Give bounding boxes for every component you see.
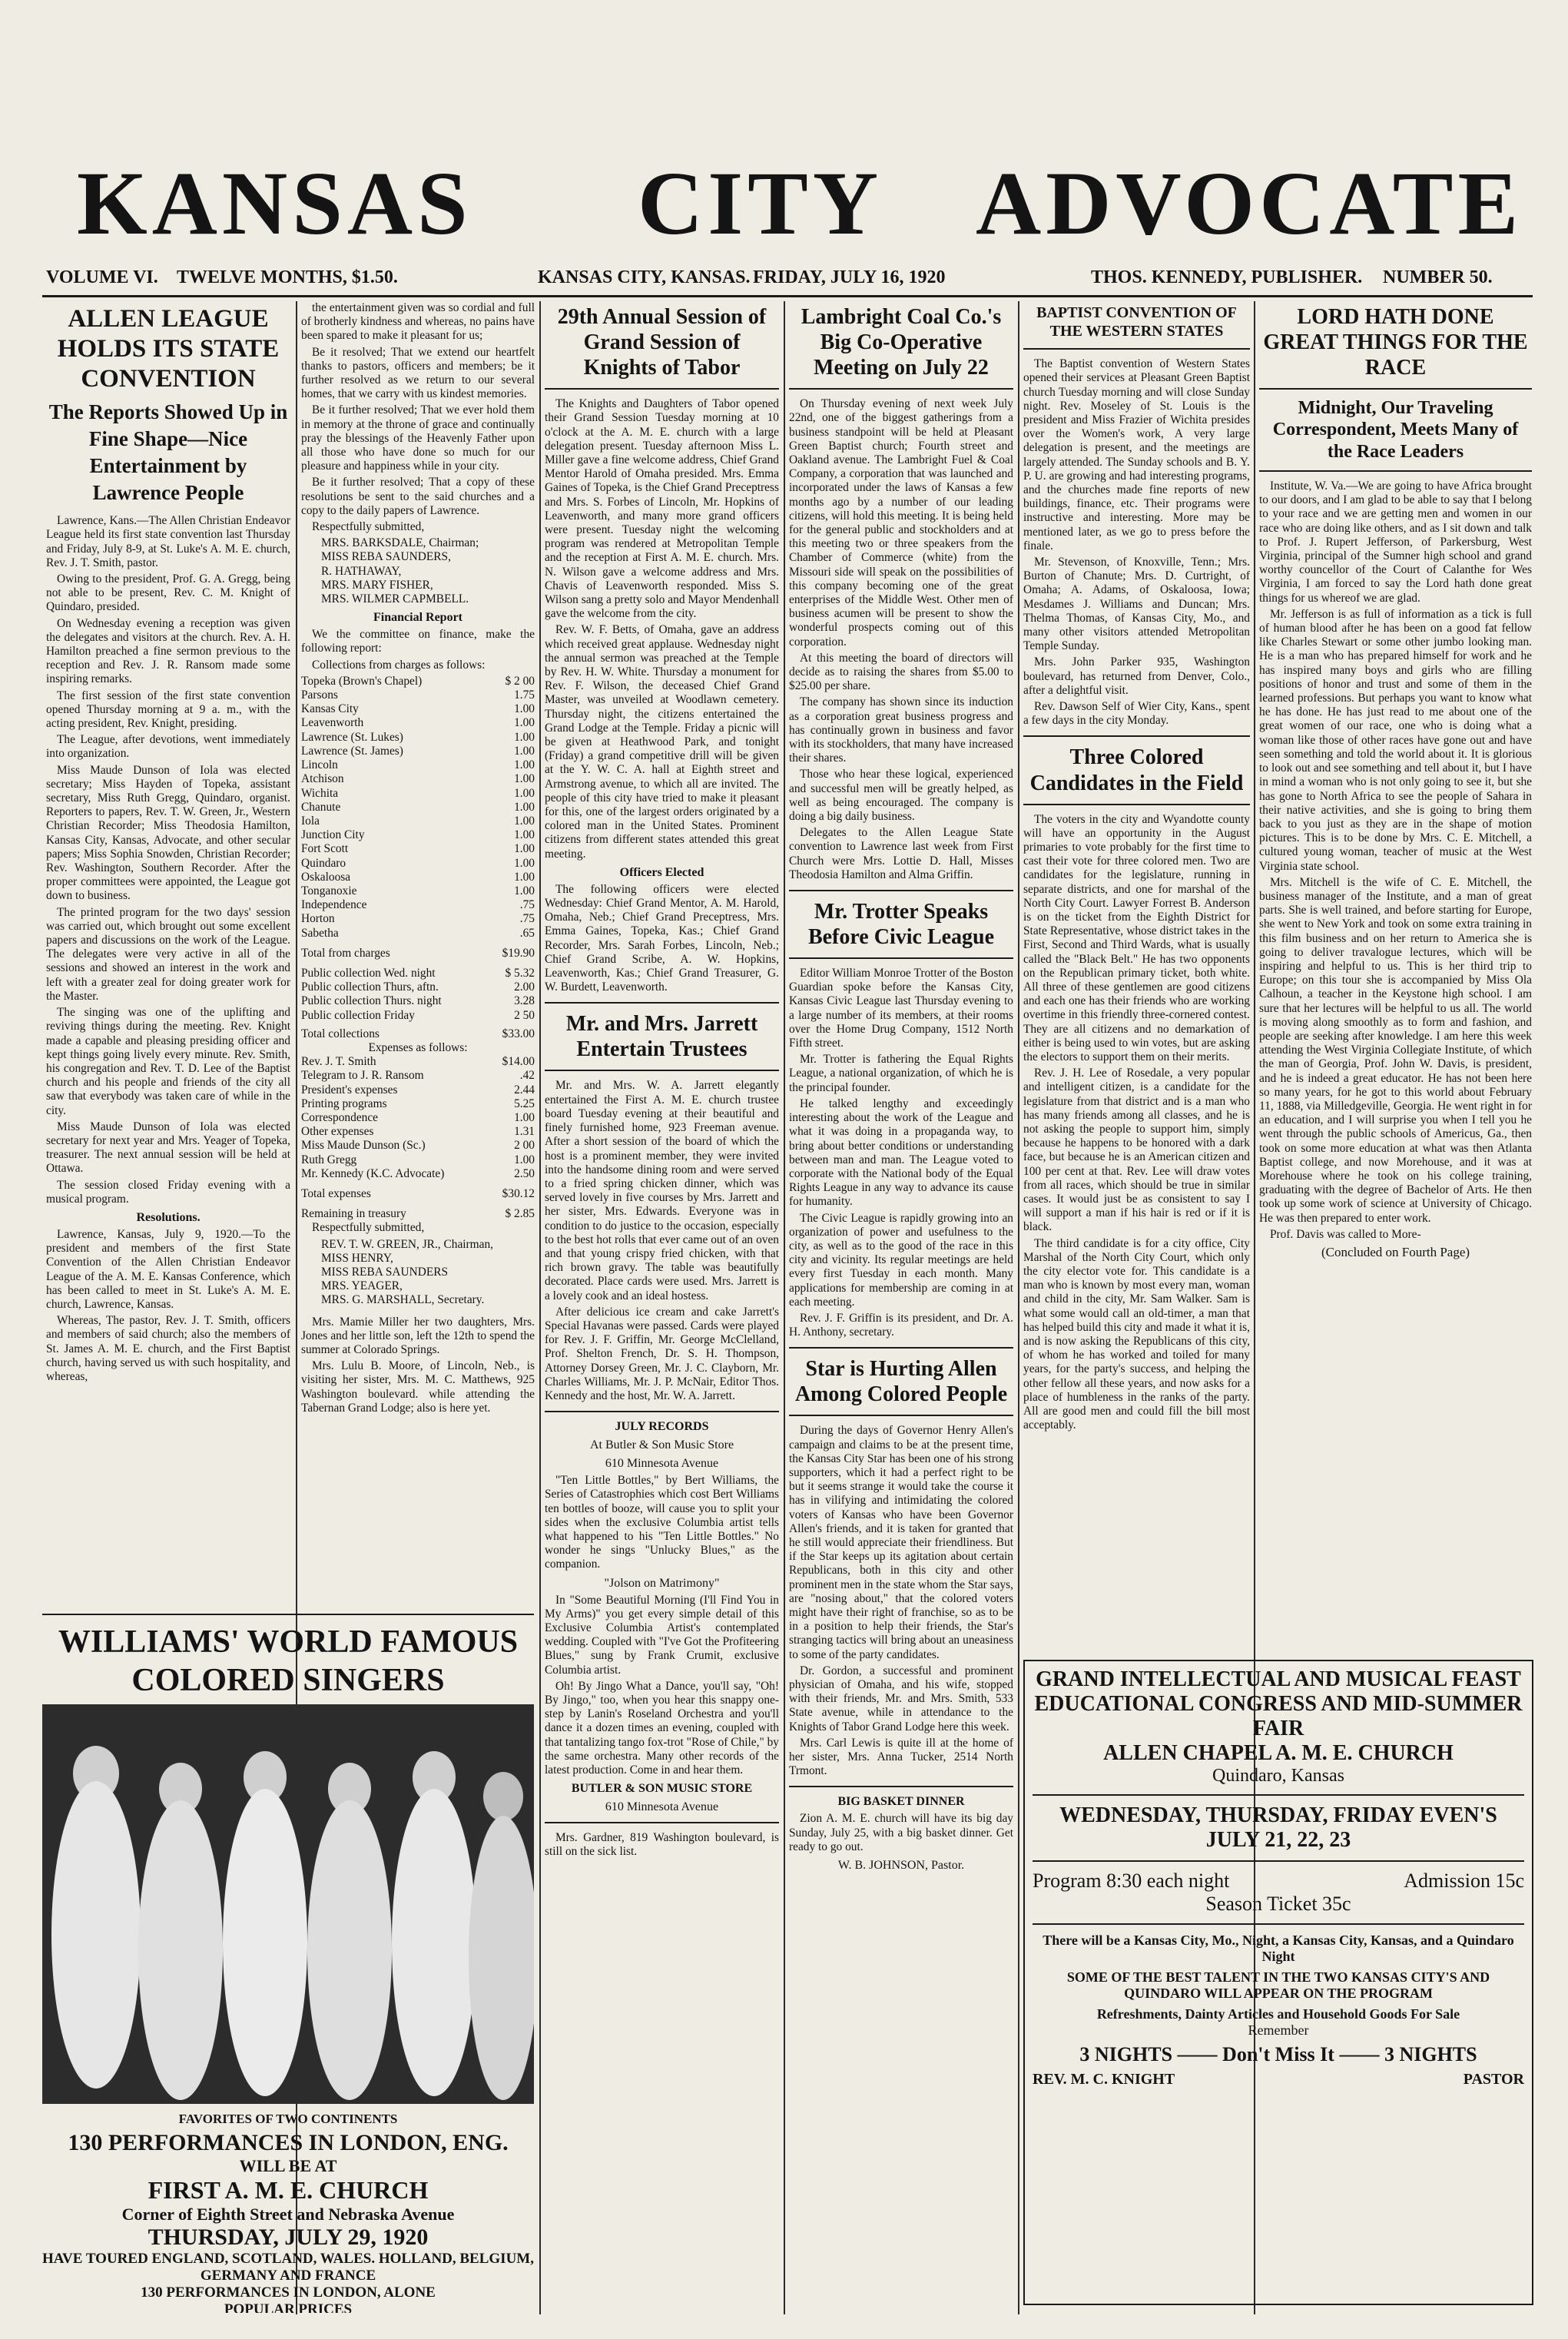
finance-committee	[301, 1238, 535, 1308]
allen-para: On Wednesday evening a reception was given the delegates and visitors at the church. Rev. A. H. Hamilton preached a fine sermon previous to the reception and Rev. J. R. Ransom made some inspiring remarks.	[46, 616, 290, 686]
allen-para: The printed program for the two days' session was carried out, which brought out some excellent papers and discussions on the work of the League. The delegates were very active in all of the sessions and showed an interest in the work and left with a greater zeal for doing greater work for the Master.	[46, 905, 290, 1003]
feast-ad	[1023, 1660, 1533, 2305]
committee-member: MISS HENRY,	[321, 1251, 393, 1265]
tabor-para: The Knights and Daughters of Tabor opened their Grand Session Tuesday morning at 10 o'clock at the A. M. E. church with a large delegation present. Tuesday afternoon Miss L. Miller gave a fine welcome address, Chief Grand Mentor Harold of Omaha presided. Mrs. Emma Gaines of Topeka, is the Chief Grand Preceptress and Mrs. S. Forbes of Lincoln, Mr. Hopkins of Leavenworth, and many more grand officers were present. Tuesday night the welcoming program was rendered at Metropolitan Temple and the reception at First A. M. E. church. Mrs. N. Wilson gave a welcome address and Mrs. Chavis of Leavenworth responded. Miss S. Wilson sang a pretty solo and Mayor Mendenhall gave the welcome from the city.	[545, 397, 779, 621]
divider	[545, 1070, 779, 1071]
ledger-amount: 5.25	[514, 1097, 535, 1110]
singer-dress	[307, 1800, 392, 2100]
ledger-row	[301, 787, 535, 801]
records-footer-address: 610 Minnesota Avenue	[605, 1800, 719, 1814]
lord-para: Prof. Davis was called to More-	[1270, 1227, 1421, 1241]
divider	[1033, 1794, 1524, 1796]
allen-para: Owing to the president, Prof. G. A. Gregg, being not able to be present, Rev. C. M. Knight of Quindaro, presided.	[46, 572, 290, 614]
divider	[42, 1614, 534, 1615]
gardner-item: Mrs. Gardner, 819 Washington boulevard, is still on the sick list.	[545, 1831, 779, 1859]
collections-table	[301, 675, 535, 1222]
ledger-amount: 1.00	[514, 856, 535, 870]
ledger-total-row	[301, 947, 535, 960]
ledger-label: Fort Scott	[301, 842, 349, 856]
divider	[1023, 804, 1250, 805]
ledger-label: Atchison	[301, 772, 344, 786]
basket-para: Zion A. M. E. church will have its big day Sunday, July 25, with a big basket dinner. Get ready to go out.	[789, 1812, 1013, 1853]
ledger-row	[301, 716, 535, 730]
allen-subhead: The Reports Showed Up in Fine Shape—Nice Entertainment by Lawrence People	[48, 400, 288, 505]
ad-date: THURSDAY, JULY 29, 1920	[148, 2225, 429, 2250]
ledger-amount: 1.00	[514, 828, 535, 842]
ledger-row	[301, 758, 535, 772]
coal-para: The company has shown since its induction as a corporation great business progress and has continually grown in business and favor with its stockholders, that many have increased their shares.	[789, 695, 1013, 765]
trotter-para: Editor William Monroe Trotter of the Boston Guardian spoke before the Kansas City, Kansas Civic League last Thursday evening to a large number of its members, at their rooms over the Home Drug Company, 1512 North Fifth street.	[789, 967, 1013, 1050]
committee-member: R. HATHAWAY,	[321, 564, 402, 578]
divider	[1259, 388, 1532, 390]
ledger-label: Total collections	[301, 1027, 380, 1040]
ledger-label: Kansas City	[301, 702, 359, 716]
ledger-label: Lawrence (St. Lukes)	[301, 730, 403, 744]
ledger-label: Chanute	[301, 800, 341, 814]
ledger-row	[301, 675, 535, 688]
feast-pastor-row	[1033, 2071, 1524, 2089]
jarrett-para: Mr. and Mrs. W. A. Jarrett elegantly entertained the First A. M. E. church trustee board Tuesday evening at their beautiful and finely furnished home, 923 Freeman avenue. After a short session of the board of which the host is a prominent member, they were invited into the handsome dining room and were served to a fried spring chicken dinner, which was served lovely in five courses by Mrs. Jarrett and her sister, Mrs. Edwards. Everyone was in condition to do justice to the occasion, especially to the best hot rolls that ever came out of an oven and that young crispy fried chicken, with that rich brown gravy. The table was beautifully decorated. Place cards were used. Mrs. Jarrett is a lovely cook and an ideal hostess.	[545, 1079, 779, 1302]
volume: VOLUME VI.	[46, 267, 158, 287]
issue-number: NUMBER 50.	[1383, 267, 1493, 287]
ledger-row	[301, 1111, 535, 1125]
ledger-amount: .75	[519, 912, 535, 926]
subscription: TWELVE MONTHS, $1.50.	[177, 267, 398, 287]
column-1	[46, 301, 290, 1592]
records-para: "Ten Little Bottles," by Bert Williams, the Series of Catastrophies which cost Bert Williams ten bottles of booze, will cause you to split your sides when the exclusive Columbia artist tells what happened to his "Ten Little Bottles." No wonder he sings "Unlucky Blues," as the companion.	[545, 1474, 779, 1571]
lord-para: Institute, W. Va.—We are going to have Africa brought to our doors, and I am glad to be able to say that I belong to your race and we are getting men and women in our race who are doing like others, and as I sit down and talk to Prof. J. Rupert Jefferson, of Parkersburg, West Virginia, principal of the Sumner high school and grand worthy councellor of the Court of Calanthe for Wes Virginia, I am forced to say the Lord hath done great things for us whereof we are glad.	[1259, 479, 1532, 605]
baptist-para: Rev. Dawson Self of Wier City, Kans., spent a few days in the city Monday.	[1023, 700, 1250, 728]
ad-address: Corner of Eighth Street and Nebraska Avenue	[121, 2205, 455, 2224]
star-para: During the days of Governor Henry Allen's campaign and claims to be at the present time, the Kansas City Star has been one of his strong supporters, which it had a perfect right to be but it seems strange it would take the course it has in vilifying and intimidating the colored voters of Kansas who have been Governor Allen's friends, and it is taken for granted that he still would appreciate their friendliness. But if the Star keeps up its agitation about certain Republicans, both in this city and other prominent men in the state whom the Star says, are "nosing about," that the colored voters might have their right of franchise, so as to be in a position to help their friends, the Star's stranging tactics will bring about an uneasiness to some of the party candidates.	[789, 1424, 1013, 1661]
allen-para: Miss Maude Dunson of Iola was elected secretary for next year and Mrs. Yeager of Topeka, treasurer. The next annual session will be held at Ottawa.	[46, 1120, 290, 1176]
basket-signature: W. B. JOHNSON, Pastor.	[837, 1859, 965, 1873]
ledger-row	[301, 772, 535, 786]
ledger-amount: $ 5.32	[505, 966, 535, 980]
ad-prices: POPULAR PRICES	[224, 2301, 353, 2313]
allen-para: The first session of the first state convention opened Thursday morning at 9 a. m., with the acting president, Rev. Knight, presiding.	[46, 688, 290, 731]
ledger-row	[301, 815, 535, 828]
coal-headline: Lambright Coal Co.'s Big Co-Operative Meeting on July 22	[801, 305, 1002, 380]
allen-headline: ALLEN LEAGUE HOLDS ITS STATE CONVENTION	[57, 305, 280, 393]
ad-perf2: 130 PERFORMANCES IN LONDON, ALONE	[141, 2284, 436, 2301]
expenses-title: Expenses as follows:	[368, 1040, 468, 1054]
resolution-para: the entertainment given was so cordial and full of brotherly kindness and whereas, no pains have been spared to make it pleasant for us;	[301, 301, 535, 343]
divider	[545, 1002, 779, 1004]
resolution-para: Whereas, The pastor, Rev. J. T. Smith, officers and members of said church; also the members of St. James A. M. E. church, and the First Baptist church, having served us with such hospitality, and whereas,	[46, 1314, 290, 1383]
ledger-label: Lawrence (St. James)	[301, 744, 403, 758]
financial-report-title: Financial Report	[373, 611, 462, 625]
ledger-amount: $19.90	[502, 946, 535, 960]
ledger-label: Mr. Kennedy (K.C. Advocate)	[301, 1166, 445, 1180]
ad-venue: FIRST A. M. E. CHURCH	[148, 2176, 429, 2204]
lord-para: Mrs. Mitchell is the wife of C. E. Mitchell, the business manager of the Institute, and a man of great parts. She is well trained, and before starting for Europe, she went to New York and took on some extra training in this film business and on her return to America she is going to deliver travalogue lectures, which will be inspiring and helpful to us. This is her third trip to Europe; on this tour she is accompanied by Miss Ola Calhoun, a teacher in the Keystone high school. I am sure that her lectures will be helpful to us all. The world is moving along smoothly as to form and fashion, and people are seeking after knowledge. I am here this week attending the West Virginia Collegiate Institute, of which the man of Georgia, Prof. John W. Davis, is president, and he is indeed a great educator. He has not been here so many years, for he got to this world about February 11, 1888, via Milledgeville, Georgia. He went right in for an education, and I will surprise you when I tell you he went through the public schools of Americus, Ga., then took on some more education at what was then Atlanta Baptist college, and now Morehouse, and it was at Morehouse where he took on his college training, graduating with the degree of Bachelor of Arts. He then took up some work of science at University of Chicago. He was then prepared to enter work.	[1259, 875, 1532, 1225]
ledger-row	[301, 1069, 535, 1083]
divider	[545, 1411, 779, 1412]
feast-title-2: EDUCATIONAL CONGRESS AND MID-SUMMER FAIR	[1034, 1692, 1523, 1740]
committee-member: MISS REBA SAUNDERS	[321, 1266, 449, 1279]
resolution-committee	[301, 536, 535, 606]
ledger-label: Leavenworth	[301, 716, 364, 730]
ledger-amount: 1.00	[514, 786, 535, 800]
ledger-row	[301, 857, 535, 871]
feast-program-row	[1033, 1870, 1524, 1893]
ledger-label: Correspondence	[301, 1110, 379, 1124]
star-para: Mrs. Carl Lewis is quite ill at the home of her sister, Mrs. Anna Tucker, 2514 North Trmont.	[789, 1736, 1013, 1778]
ledger-amount: $30.12	[502, 1186, 535, 1200]
allen-para: Miss Maude Dunson of Iola was elected secretary; Miss Hayden of Topeka, assistant secretary, Miss Ruth Gregg, Quindaro, organist. Reporters to papers, Rev. T. W. Green, Jr., Western Christian Recorder; Miss Theodosia Hamilton, Kansas City, Kansas, Advocate, and other secular papers; Miss Sophia Snowden, Christian Recorder; Rev. Washington, Southern Recorder. After the proper committees were appointed, the League got down to business.	[46, 763, 290, 903]
ledger-label: Parsons	[301, 688, 338, 702]
divider	[789, 1786, 1013, 1787]
divider	[1033, 1923, 1524, 1925]
feast-church: ALLEN CHAPEL A. M. E. CHURCH	[1103, 1741, 1454, 1765]
ledger-row	[301, 1167, 535, 1181]
star-para: Dr. Gordon, a successful and prominent physician of Omaha, and his wife, stopped with their friends, Mr. and Mrs. Smith, 533 State avenue, while in attendance to the Knights of Tabor Grand Lodge here this week.	[789, 1664, 1013, 1734]
ledger-label: Tonganoxie	[301, 884, 357, 897]
ledger-label: Independence	[301, 898, 367, 912]
ledger-amount: 1.00	[514, 730, 535, 744]
ledger-row	[301, 980, 535, 994]
coal-para: Those who hear these logical, experienced and successful men will be greatly helped, as well as being encouraged. The company is doing a big daily business.	[789, 768, 1013, 823]
allen-para: The League, after devotions, went immediately into organization.	[46, 733, 290, 761]
fin-sub: Collections from charges as follows:	[312, 658, 486, 672]
ledger-label: Total expenses	[301, 1186, 371, 1200]
feast-place: Quindaro, Kansas	[1212, 1766, 1344, 1786]
feast-rev: REV. M. C. KNIGHT	[1033, 2071, 1175, 2088]
ledger-label: Public collection Thurs, aftn.	[301, 980, 439, 994]
ledger-amount: 3.28	[514, 994, 535, 1008]
ledger-amount: 1.00	[514, 716, 535, 730]
ledger-label: Iola	[301, 814, 320, 828]
ledger-label: President's expenses	[301, 1083, 398, 1097]
feast-pastor: PASTOR	[1463, 2071, 1524, 2088]
ledger-row	[301, 688, 535, 702]
records-address: 610 Minnesota Avenue	[605, 1457, 719, 1471]
resolution-para: Be it further resolved; That a copy of these resolutions be sent to the said churches and a copy to the daily papers of Lawrence.	[301, 476, 535, 517]
divider	[1259, 470, 1532, 472]
ledger-label: Other expenses	[301, 1125, 374, 1139]
lord-subhead: Midnight, Our Traveling Correspondent, Meets Many of the Race Leaders	[1272, 398, 1519, 462]
committee-member: MISS REBA SAUNDERS,	[321, 550, 451, 564]
ledger-label: Miss Maude Dunson (Sc.)	[301, 1139, 426, 1153]
ledger-amount: 1.00	[514, 1110, 535, 1124]
trotter-para: Mr. Trotter is fathering the Equal Rights League, a national organization, of which he is the principal founder.	[789, 1053, 1013, 1094]
ledger-amount: .75	[519, 898, 535, 912]
ledger-label: Printing programs	[301, 1097, 387, 1110]
singer-dress	[392, 1789, 476, 2096]
ledger-row	[301, 1097, 535, 1111]
resolutions-title: Resolutions.	[136, 1210, 201, 1224]
committee-member: MRS. MARY FISHER,	[321, 578, 433, 592]
committee-member: MRS. YEAGER,	[321, 1279, 403, 1293]
ledger-label: Topeka (Brown's Chapel)	[301, 674, 423, 688]
column-rule	[784, 301, 785, 2314]
baptist-para: Mrs. John Parker 935, Washington boulevard, has returned from Denver, Colo., after a delightful visit.	[1023, 655, 1250, 697]
column-rule	[539, 301, 541, 2314]
singer-head	[483, 1772, 523, 1821]
ledger-total-row	[301, 1027, 535, 1041]
column-6	[1259, 301, 1532, 1638]
allen-para: The session closed Friday evening with a musical program.	[46, 1178, 290, 1206]
ledger-amount: $ 2.85	[505, 1207, 535, 1221]
ledger-label: Quindaro	[301, 856, 346, 870]
place: KANSAS CITY, KANSAS.	[538, 267, 751, 287]
records-title: JULY RECORDS	[615, 1420, 709, 1434]
ad-toured: HAVE TOURED ENGLAND, SCOTLAND, WALES. HOLLAND, BELGIUM, GERMANY AND FRANCE	[42, 2251, 534, 2284]
feast-season: Season Ticket 35c	[1205, 1893, 1351, 1915]
fin-intro: We the committee on finance, make the following report:	[301, 628, 535, 655]
lord-para: Mr. Jefferson is as full of information as a tick is full of human blood after he has been on a good fat fellow like Charles Stewart or some other jumbo looking man. He is a man who has prepared himself for work and he has inspired many boys and girls who are filling positions of honor and trust and some of them in the learned professions. But perhaps you want to know what he has done. He has just read to me about one of the great women of our race, one who is doing what a woman like those of other races have gone out and have seen something and told the world about it. It is glorious to look out and see something and tell about it, but I have in mind a woman who is not only going to see it, but she has gone to North Africa to see the people of Sahara in their native activities, and she is going to bring them back to you just as they are in the shape of motion pictures. This is to be done by Mrs. C. E. Mitchell, a cultured young woman, teacher of music at the West Virginia state school.	[1259, 607, 1532, 873]
ledger-row	[301, 1055, 535, 1069]
ledger-label: Junction City	[301, 828, 365, 842]
baptist-para: Mr. Stevenson, of Knoxville, Tenn.; Mrs. Burton of Chanute; Mrs. D. Curtright, of Omaha; A. Adams, of Oskaloosa, Iowa; Mesdames J. Williams and Duncan; Mrs. Thelma Thomas, of Kansas City, Mo., and many other visitors attended Metropolitan Temple Sunday.	[1023, 556, 1250, 653]
ledger-label: Sabetha	[301, 926, 339, 940]
ledger-label: Public collection Wed. night	[301, 966, 436, 980]
feast-admission: Admission 15c	[1404, 1870, 1524, 1892]
ledger-amount: 2 00	[514, 1139, 535, 1153]
ledger-amount: .65	[519, 926, 535, 940]
ledger-label: Rev. J. T. Smith	[301, 1055, 376, 1069]
ledger-row	[301, 912, 535, 926]
column-rule	[1018, 301, 1019, 2314]
ledger-amount: 1.00	[514, 800, 535, 814]
ledger-row	[301, 702, 535, 716]
divider	[545, 1822, 779, 1823]
records-para: Oh! By Jingo What a Dance, you'll say, "Oh! By Jingo," too, when you hear this snappy one-step by Lanin's Roseland Orchestra and you'll dance it a dozen times an evening, coupled with that tantalizing tango fox-trot "Rose of Chile," by the same orchestra. Many other records of the latest production. Come in and hear them.	[545, 1679, 779, 1777]
column-3	[545, 301, 779, 2314]
feast-program: Program 8:30 each night	[1033, 1870, 1230, 1892]
ledger-amount: 1.00	[514, 870, 535, 884]
issue-date: FRIDAY, JULY 16, 1920	[753, 267, 946, 287]
committee-member: MRS. WILMER CAPMBELL.	[321, 592, 469, 606]
ledger-row	[301, 884, 535, 898]
coal-para: On Thursday evening of next week July 22nd, one of the biggest gatherings from a business standpoint will be held at Pleasant Green Baptist church; Fourth street and Oakland avenue. The Lambright Fuel & Coal Company, a corporation that was launched and incorporated under the laws of Kansas a few months ago by a number of our leading citizens, will hold this meeting. It is being held for the general public and stockholders and at this meeting two or three speakers from the Chamber of Commerce (white) from the Missouri side will speak on the possibilities of this company becoming one of the great enterprises of the Middle West. Other men of business acumen will be present to show the wonderful prospects coming out of this corporation.	[789, 397, 1013, 649]
singer-dress	[223, 1789, 307, 2096]
ledger-label: Oskaloosa	[301, 870, 351, 884]
feast-title: GRAND INTELLECTUAL AND MUSICAL FEAST	[1036, 1667, 1521, 1691]
feast-night: There will be a Kansas City, Mo., Night, a Kansas City, Kansas, and a Quindaro Night	[1043, 1933, 1514, 1964]
records-subtitle: "Jolson on Matrimony"	[604, 1576, 720, 1590]
ledger-amount: 1.75	[514, 688, 535, 702]
trotter-para: Rev. J. F. Griffin is its president, and Dr. A. H. Anthony, secretary.	[789, 1311, 1013, 1339]
ledger-amount: 1.00	[514, 702, 535, 716]
committee-member: REV. T. W. GREEN, JR., Chairman,	[321, 1237, 494, 1251]
ledger-amount: .42	[519, 1069, 535, 1083]
dateline	[46, 267, 1529, 294]
ledger-amount: $33.00	[502, 1027, 535, 1040]
ledger-amount: 2 50	[514, 1008, 535, 1022]
ledger-total-row	[301, 1187, 535, 1201]
ledger-row	[301, 927, 535, 941]
ledger-amount: 1.31	[514, 1125, 535, 1139]
divider	[1033, 1860, 1524, 1862]
baptist-headline: BAPTIST CONVENTION OF THE WESTERN STATES	[1036, 304, 1237, 340]
publisher: THOS. KENNEDY, PUBLISHER.	[1091, 267, 1363, 287]
ledger-label: Telegram to J. R. Ransom	[301, 1069, 424, 1083]
williams-title: WILLIAMS' WORLD FAMOUS COLORED SINGERS	[58, 1624, 519, 1698]
ledger-amount: 2.44	[514, 1083, 535, 1097]
ledger-label: Public collection Thurs. night	[301, 994, 442, 1008]
ledger-row	[301, 731, 535, 745]
divider	[789, 1415, 1013, 1416]
masthead	[31, 146, 1537, 261]
committee-member: MRS. BARKSDALE, Chairman;	[321, 536, 479, 550]
ledger-row	[301, 994, 535, 1008]
resolution-para: Be it resolved; That we extend our heartfelt thanks to pastors, officers and members; be it further resolved as we return to our several homes, that we carry with us kindest memories.	[301, 345, 535, 401]
baptist-para: The Baptist convention of Western States opened their services at Pleasant Green Baptist church Tuesday morning and will close Sunday night. Rev. Moseley of St. Louis is the president and Miss Frazier of Wichita presides over the Women's work, A very large delegation is present, and the meetings are largely attended. The Sunday schools and B. Y. P. U. are growing and had interesting programs, and the churches made fine reports of new buildings, finance, etc. Their programs were instructive and interesting. More may be mentioned later, as we go to press before the finale.	[1023, 357, 1250, 552]
ledger-label: Total from charges	[301, 946, 390, 960]
trotter-para: He talked lengthy and exceedingly interesting about the work of the League and what it was doing in a propaganda way, to bring about better conditions or understanding between man and man. The League voted to corporate with the National body of the Equal Rights League in any way to advance its cause for humanity.	[789, 1097, 1013, 1209]
tabor-headline: 29th Annual Session of Grand Session of Knights of Tabor	[557, 305, 767, 380]
coal-para: Delegates to the Allen League State convention to Lawrence last week from First Church were Mrs. Lottie D. Hall, Misses Theodosia Hamilton and Alma Griffin.	[789, 826, 1013, 881]
ledger-row	[301, 1139, 535, 1153]
personal-item: Mrs. Lulu B. Moore, of Lincoln, Neb., is visiting her sister, Mrs. M. C. Matthews, 925 Washington boulevard. while attending the Tabernan Grand Lodge; also is here yet.	[301, 1359, 535, 1415]
performances: 130 PERFORMANCES IN LONDON, ENG.	[68, 2130, 509, 2155]
candidates-para: Rev. J. H. Lee of Rosedale, a very popular and intelligent citizen, is a candidate for the legislature from that district and is a man who has many friends among all classes, and he is not asking the people to support him, simply because he happens to be honored with a dark face, but because he is an American citizen and 100 per cent at that. Rev. Lee will draw votes from all races, which should be true in similar cases. It would just be as consistent to say I will support a man if his hair is red or if it is black.	[1023, 1067, 1250, 1234]
feast-remember: Remember	[1248, 2022, 1309, 2038]
column-2	[301, 301, 535, 1592]
records-footer: BUTLER & SON MUSIC STORE	[571, 1782, 753, 1796]
divider	[789, 890, 1013, 891]
trotter-para: The Civic League is rapidly growing into an organization of power and usefulness to the city, as well as to the good of the race in this city and vicinity. Its regular meetings are held every first Tuesday in each month. Many applications for membership are coming in at each meeting.	[789, 1211, 1013, 1309]
ledger-row	[301, 871, 535, 884]
ledger-label: Ruth Gregg	[301, 1153, 357, 1166]
jarrett-headline: Mr. and Mrs. Jarrett Entertain Trustees	[565, 1012, 758, 1062]
ledger-amount: $ 2 00	[505, 674, 535, 688]
ledger-row	[301, 1125, 535, 1139]
ledger-amount: 1.00	[514, 758, 535, 772]
records-para: In "Some Beautiful Morning (I'll Find You in My Arms)" you get every simple detail of this Exclusive Columbia Artist's contemplated wedding. Coupled with "I've Got the Profiteering Blues," sung by Frank Crumit, exclusive Columbia artist.	[545, 1593, 779, 1677]
personal-item: Mrs. Mamie Miller her two daughters, Mrs. Jones and her little son, left the 12th to spend the summer at Colorado Springs.	[301, 1315, 535, 1357]
trotter-headline: Mr. Trotter Speaks Before Civic League	[807, 900, 995, 950]
singers-photo	[42, 1704, 534, 2104]
masthead-word-3: ADVOCATE	[976, 153, 1523, 254]
favorites: FAVORITES OF TWO CONTINENTS	[178, 2112, 398, 2126]
ledger-row	[301, 1009, 535, 1023]
column-4	[789, 301, 1013, 2314]
resolution-para: Lawrence, Kansas, July 9, 1920.—To the president and members of the first State Convention of the Allen Christian Endeavor League of the A. M. E. Kansas Conference, which has been called to meet in St. Luke's A. M. E. church, Lawrence, Kansas.	[46, 1227, 290, 1311]
fin-closing: Respectfully submitted,	[312, 1221, 425, 1235]
ledger-row	[301, 967, 535, 980]
ledger-amount: 1.00	[514, 884, 535, 897]
ledger-row	[301, 745, 535, 758]
resolution-closing: Respectfully submitted,	[312, 520, 425, 534]
feast-talent: SOME OF THE BEST TALENT IN THE TWO KANSAS CITY'S AND QUINDARO WILL APPEAR ON THE PROGRAM	[1066, 1969, 1490, 2001]
candidates-para: The third candidate is for a city office, City Marshal of the North City Court, which only the city elector vote for. This candidate is a man who is known by most every man, woman and child in the city, Mr. Sam Walker. Sam is what some would call an old-timer, a man that has helped build this city and made it what it is, and is now asking the Republicans of this city, of whom he has worked and toiled for many years, for the party's success, and helping the other fellow all these years, and now asks for a place of humbleness in the ranks of the party. All are good men and could fill the bill most acceptably.	[1023, 1236, 1250, 1432]
candidates-para: The voters in the city and Wyandotte county will have an opportunity in the August primaries to vote probably for the first time to cast their vote for three colored men. Two are candidates for the legislature, running in separate districts, and one for marshal of the North City Court. Lawyer Forrest B. Anderson is on the ticket from the Eighth District for State Representative, whose district takes in the First, Second and Third Wards, what is usually called the "Black Belt." He has two opponents on the Republican primary ticket, both white. All three of these gentlemen are good citizens and each one has their friends who are working overtime in this friendly three-cornered contest. They are all citizens and no demarkation of either is being used to win votes, but are asking the electors to support them on their merits.	[1023, 812, 1250, 1063]
ledger-label: Lincoln	[301, 758, 338, 772]
ledger-row	[301, 1083, 535, 1097]
singer-dress	[138, 1800, 223, 2100]
ledger-amount: 1.00	[514, 1153, 535, 1166]
lord-headline: LORD HATH DONE GREAT THINGS FOR THE RACE	[1263, 305, 1528, 380]
ledger-row	[301, 898, 535, 912]
officers-title: Officers Elected	[619, 865, 704, 879]
williams-singers-ad	[42, 1606, 534, 2313]
star-headline: Star is Hurting Allen Among Colored People	[794, 1357, 1008, 1407]
feast-nights: 3 NIGHTS —— Don't Miss It —— 3 NIGHTS	[1079, 2043, 1477, 2065]
records-store: At Butler & Son Music Store	[589, 1438, 734, 1452]
continued-note: (Concluded on Fourth Page)	[1321, 1245, 1470, 1259]
ledger-amount: 1.00	[514, 772, 535, 786]
masthead-word-2: CITY	[638, 153, 883, 254]
masthead-word-1: KANSAS	[77, 153, 472, 254]
divider	[789, 388, 1013, 390]
ledger-amount: 2.50	[514, 1166, 535, 1180]
ledger-label: Remaining in treasury	[301, 1207, 406, 1221]
ledger-label: Wichita	[301, 786, 339, 800]
feast-dates: WEDNESDAY, THURSDAY, FRIDAY EVEN'S JULY 21, 22, 23	[1059, 1803, 1497, 1852]
divider	[789, 1347, 1013, 1349]
feast-refresh: Refreshments, Dainty Articles and Household Goods For Sale	[1096, 2006, 1460, 2022]
basket-title: BIG BASKET DINNER	[837, 1795, 965, 1809]
coal-para: At this meeting the board of directors will decide as to raising the shares from $5.00 to $25.00 per share.	[789, 651, 1013, 693]
ledger-row	[301, 828, 535, 842]
committee-member: MRS. G. MARSHALL, Secretary.	[321, 1293, 485, 1307]
resolution-para: Be it further resolved; That we ever hold them in memory at the throne of grace and continually pray the blessings of the Heavenly Father upon all those who have done so much for our pleasure and happiness while in your city.	[301, 403, 535, 473]
singer-dress	[51, 1781, 141, 2089]
divider	[545, 388, 779, 390]
divider	[1023, 348, 1250, 350]
ledger-row	[301, 1153, 535, 1167]
divider	[789, 957, 1013, 959]
jarrett-para: After delicious ice cream and cake Jarrett's Special Havanas were passed. Cards were played for Rev. J. F. Griffin, Mr. George McClelland, Prof. Shelton French, Dr. S. H. Thompson, Attorney Dorsey Green, Mr. J. C. Clayborn, Mr. Charles Williams, Mr. J. P. McNair, Editor Thos. Kennedy and the host, Mr. W. A. Jarrett.	[545, 1305, 779, 1402]
divider	[1023, 735, 1250, 737]
candidates-headline: Three Colored Candidates in the Field	[1029, 745, 1244, 795]
will-be-at: WILL BE AT	[239, 2156, 337, 2175]
masthead-rule	[42, 295, 1533, 297]
allen-para: Lawrence, Kans.—The Allen Christian Endeavor League held its first state convention last Thursday and Friday, July 8-9, at St. Luke's A. M. E. church, Rev. J. T. Smith, pastor.	[46, 514, 290, 569]
officers-para: The following officers were elected Wednesday: Chief Grand Mentor, A. M. Harold, Omaha, Neb.; Chief Grand Preceptress, Mrs. Emma Gaines, Topeka, Kas.; Chief Grand Recorder, Mrs. Sarah Forbes, Lincoln, Neb.; Chief Grand Scribe, A. W. Hopkins, Leavenworth, Kas.; Chief Grand Treasurer, G. W. Burdett, Leavenworth.	[545, 882, 779, 994]
ledger-total-row	[301, 1207, 535, 1221]
ledger-amount: 2.00	[514, 980, 535, 994]
ledger-row	[301, 842, 535, 856]
ledger-label: Public collection Friday	[301, 1008, 415, 1022]
ledger-row	[301, 801, 535, 815]
ledger-amount: 1.00	[514, 814, 535, 828]
column-5	[1023, 301, 1250, 1638]
ledger-amount: 1.00	[514, 744, 535, 758]
ledger-amount: $14.00	[502, 1055, 535, 1069]
ledger-amount: 1.00	[514, 842, 535, 856]
ledger-label: Horton	[301, 912, 335, 926]
allen-para: The singing was one of the uplifting and reviving things during the meeting. Rev. Knight made a capable and pleasing presiding officer and kept things going lively every minute. Rev. Smith, his congregation and Rev. T. D. Lee of the Baptist church and his people and friends of the city all saw that everybody was taken care of while in the city.	[46, 1006, 290, 1117]
tabor-para: Rev. W. F. Betts, of Omaha, gave an address which received great applause. Wednesday night the annual sermon was preached at the Temple by Rev. H. W. White. Thursday a monument for Rev. F. Wilson, the deceased Chief Grand Master, was unveiled at Woodlawn cemetery. Thursday night, the citizens entertained the Grand Lodge at the Temple. Friday a picnic will be given at Heathwood Park, and tonight (Friday) a grand competitive drill will be given at the Y. W. C. A. hall at Eighth street and Armstrong avenue, to which all are invited. The people of this city have tried to make it pleasant for this, one of the largest orders originated by a colored man in the United States. Prominent citizens from different states attended this great meeting.	[545, 623, 779, 861]
